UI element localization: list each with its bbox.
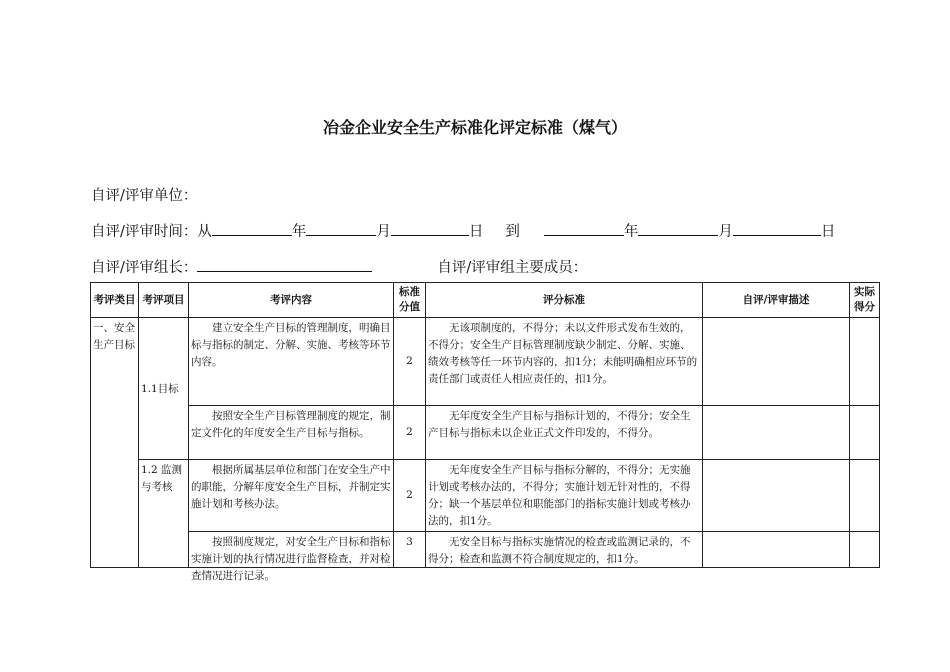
header-actual: 实际得分 (850, 283, 880, 318)
desc-cell (703, 318, 850, 406)
desc-cell (703, 532, 850, 568)
actual-cell (850, 406, 880, 460)
document-title: 冶金企业安全生产标准化评定标准（煤气） (322, 118, 627, 137)
start-day-blank (391, 221, 469, 236)
leader-field (91, 256, 587, 277)
category-cell (91, 318, 139, 568)
item-cell (139, 318, 189, 460)
content-text: 根据所属基层单位和部门在安全生产中的职能，分解年度安全生产目标，并制定实施计划和考核办法。 (191, 464, 391, 510)
evaluation-table (90, 282, 880, 582)
score-cell: 2 (394, 460, 426, 532)
month-label: 月 (376, 224, 391, 240)
content-cell (189, 460, 394, 532)
end-month-blank (638, 221, 718, 236)
score-text: 3 (406, 536, 413, 548)
criteria-cell (426, 460, 703, 532)
table-row (91, 460, 880, 532)
item-text: 1.1目标 (141, 383, 179, 395)
desc-cell (703, 406, 850, 460)
criteria-cell (426, 532, 703, 568)
end-day-blank (733, 221, 821, 236)
score-cell: 2 (394, 318, 426, 406)
table-row (91, 318, 880, 406)
leader-blank (197, 257, 372, 272)
category-text: 一、安全生产目标 (93, 322, 135, 351)
table-row (91, 532, 880, 568)
day-label: 日 (468, 224, 484, 240)
criteria-cell (426, 406, 703, 460)
criteria-cell (426, 318, 703, 406)
content-text: 按照安全生产目标管理制度的规定，制定文件化的年度安全生产目标与指标。 (191, 410, 391, 439)
header-score: 标准分值 (394, 283, 426, 318)
leader-label: 自评/评审组长： (91, 260, 198, 276)
header-content: 考评内容 (189, 283, 394, 318)
day-label-2: 日 (820, 224, 836, 240)
time-label: 自评/评审时间：从 (91, 224, 212, 240)
start-year-blank (212, 221, 292, 236)
unit-field (91, 184, 197, 205)
header-criteria: 评分标准 (426, 283, 703, 318)
time-field (91, 220, 835, 241)
item-text: 1.2 监测与考核 (141, 464, 183, 493)
score-cell (394, 532, 426, 568)
unit-label: 自评/评审单位： (91, 188, 198, 204)
to-label: 到 (505, 224, 520, 240)
content-text: 按照制度规定，对安全生产目标和指标实施计划的执行情况进行监督检查，并对检查情况进行记录。 (191, 536, 391, 582)
criteria-text: 无安全目标与指标实施情况的检查或监测记录的，不得分；检查和监测不符合制度规定的，扣1分。 (428, 536, 691, 565)
criteria-text: 无该项制度的，不得分；未以文件形式发布生效的，不得分；安全生产目标管理制度缺少制定、分解、实施、绩效考核等任一环节内容的，扣1分；未能明确相应环节的责任部门或责任人相应责任的，扣1分。 (428, 322, 698, 385)
criteria-text: 无年度安全生产目标与指标计划的，不得分；安全生产目标与指标未以企业正式文件印发的，不得分。 (428, 410, 691, 439)
header-item: 考评项目 (139, 283, 189, 318)
criteria-text: 无年度安全生产目标与指标分解的，不得分；无实施计划或考核办法的，不得分；实施计划无针对性的，不得分；缺一个基层单位和职能部门的指标实施计划或考核办法的，扣1分。 (428, 464, 691, 527)
start-month-blank (306, 221, 376, 236)
actual-cell (850, 318, 880, 406)
end-year-blank (544, 221, 624, 236)
header-row (91, 283, 880, 318)
header-desc: 自评/评审描述 (703, 283, 850, 318)
content-text: 建立安全生产目标的管理制度，明确目标与指标的制定、分解、实施、考核等环节内容。 (191, 322, 391, 368)
score-cell: 2 (394, 406, 426, 460)
year-label-2: 年 (623, 224, 639, 240)
actual-cell (850, 532, 880, 568)
members-label: 自评/评审组主要成员： (437, 260, 588, 276)
month-label-2: 月 (718, 224, 733, 240)
year-label: 年 (291, 224, 307, 240)
actual-cell (850, 460, 880, 532)
item-cell (139, 460, 189, 568)
content-cell (189, 406, 394, 460)
header-category: 考评类目 (91, 283, 139, 318)
desc-cell (703, 460, 850, 532)
content-cell (189, 532, 394, 582)
content-cell (189, 318, 394, 406)
table-row (91, 406, 880, 460)
